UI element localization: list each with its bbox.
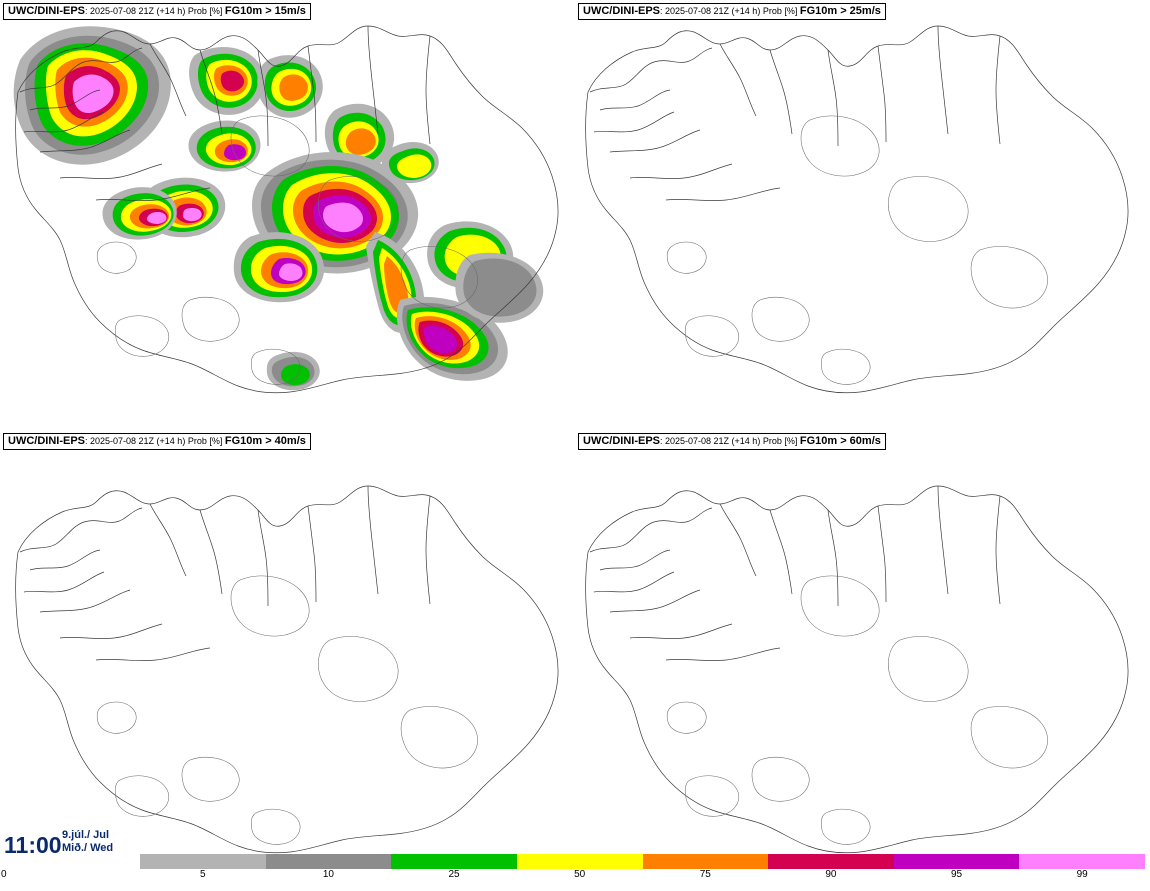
param-label: FG10m > 25m/s [799, 5, 881, 17]
run-label: : 2025-07-08 21Z (+14 h) Prob [%] [85, 436, 225, 446]
colorbar-segment [391, 854, 517, 869]
param-label: FG10m > 40m/s [224, 435, 306, 447]
map-panel-60ms[interactable] [575, 430, 1150, 860]
colorbar-tick-label: 90 [825, 869, 837, 880]
run-label: : 2025-07-08 21Z (+14 h) Prob [%] [85, 6, 225, 16]
model-label: UWC/DINI-EPS [8, 435, 85, 447]
map-canvas-60ms [575, 430, 1150, 860]
run-label: : 2025-07-08 21Z (+14 h) Prob [%] [660, 436, 800, 446]
model-label: UWC/DINI-EPS [583, 5, 660, 17]
map-panel-25ms[interactable] [575, 0, 1150, 430]
panel-title-60ms [578, 433, 886, 450]
map-panel-15ms[interactable] [0, 0, 575, 430]
valid-date-line2: Mið./ Wed [62, 842, 114, 854]
colorbar-tick-label: 50 [574, 869, 586, 880]
panel-title-40ms [3, 433, 311, 450]
valid-time: 11:00 [4, 832, 62, 858]
valid-date-line1: 9.júl./ Jul [62, 829, 110, 841]
map-canvas-40ms [0, 430, 575, 860]
colorbar-zero-label: 0 [1, 869, 7, 880]
colorbar-tick-label: 95 [951, 869, 963, 880]
panel-title-15ms [3, 3, 311, 20]
colorbar [140, 854, 1145, 880]
footer-bar [0, 829, 1150, 891]
colorbar-segment [894, 854, 1020, 869]
colorbar-tick-label: 5 [200, 869, 206, 880]
param-label: FG10m > 60m/s [799, 435, 881, 447]
map-panel-40ms[interactable] [0, 430, 575, 860]
model-label: UWC/DINI-EPS [583, 435, 660, 447]
model-label: UWC/DINI-EPS [8, 5, 85, 17]
colorbar-tick-label: 75 [699, 869, 711, 880]
colorbar-segment [266, 854, 392, 869]
run-label: : 2025-07-08 21Z (+14 h) Prob [%] [660, 6, 800, 16]
colorbar-gradient [140, 854, 1145, 869]
colorbar-tick-label: 10 [322, 869, 334, 880]
colorbar-tick-label: 25 [448, 869, 460, 880]
colorbar-segment [643, 854, 769, 869]
map-canvas-15ms [0, 0, 575, 430]
colorbar-segment [140, 854, 266, 869]
colorbar-segment [517, 854, 643, 869]
colorbar-segment [768, 854, 894, 869]
colorbar-ticks [140, 869, 1145, 883]
colorbar-segment [1019, 854, 1145, 869]
colorbar-tick-label: 99 [1076, 869, 1088, 880]
panel-title-25ms [578, 3, 886, 20]
map-canvas-25ms [575, 0, 1150, 430]
param-label: FG10m > 15m/s [224, 5, 306, 17]
valid-date [62, 829, 113, 855]
